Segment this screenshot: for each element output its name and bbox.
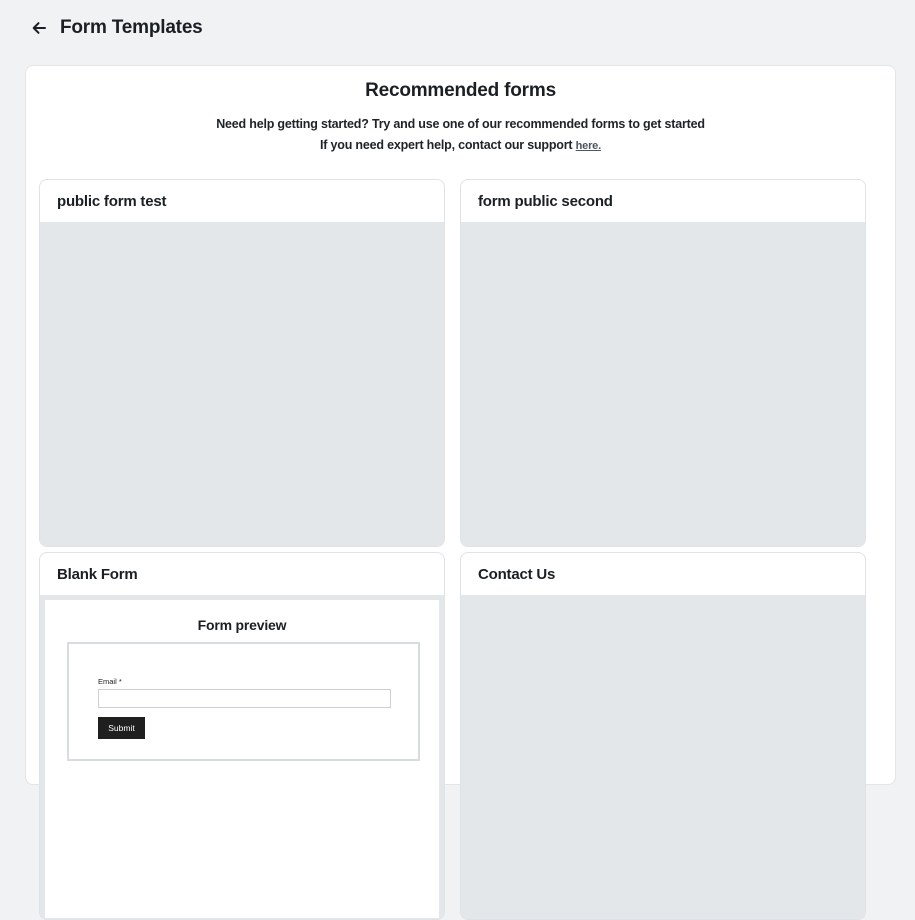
template-card-contact-us[interactable] <box>460 552 866 920</box>
panel-description <box>26 114 895 157</box>
back-button[interactable] <box>28 17 50 39</box>
description-line-2-text: If you need expert help, contact our support <box>320 138 573 152</box>
template-card-public-form-test[interactable] <box>39 179 445 547</box>
card-title: form public second <box>478 192 613 210</box>
panel-title: Recommended forms <box>365 80 556 101</box>
preview-form <box>67 642 420 761</box>
preview-frame <box>44 599 440 919</box>
card-preview <box>461 222 865 546</box>
card-preview <box>461 595 865 919</box>
card-title: public form test <box>57 192 167 210</box>
description-line-1: Need help getting started? Try and use one of our recommended forms to get started <box>216 117 705 131</box>
card-title: Contact Us <box>478 565 556 583</box>
page-header <box>28 14 203 42</box>
arrow-left-icon <box>30 19 48 37</box>
card-title: Blank Form <box>57 565 138 583</box>
description-line-2 <box>26 135 895 157</box>
support-link[interactable]: here. <box>575 140 601 152</box>
card-preview <box>40 595 444 919</box>
page-title: Form Templates <box>60 17 203 38</box>
template-card-form-public-second[interactable] <box>460 179 866 547</box>
submit-button: Submit <box>98 717 145 739</box>
preview-heading: Form preview <box>197 617 287 633</box>
card-preview <box>40 222 444 546</box>
template-card-blank-form[interactable] <box>39 552 445 920</box>
email-input <box>98 689 391 708</box>
email-label: Email * <box>98 677 122 686</box>
panel-header <box>26 66 895 157</box>
